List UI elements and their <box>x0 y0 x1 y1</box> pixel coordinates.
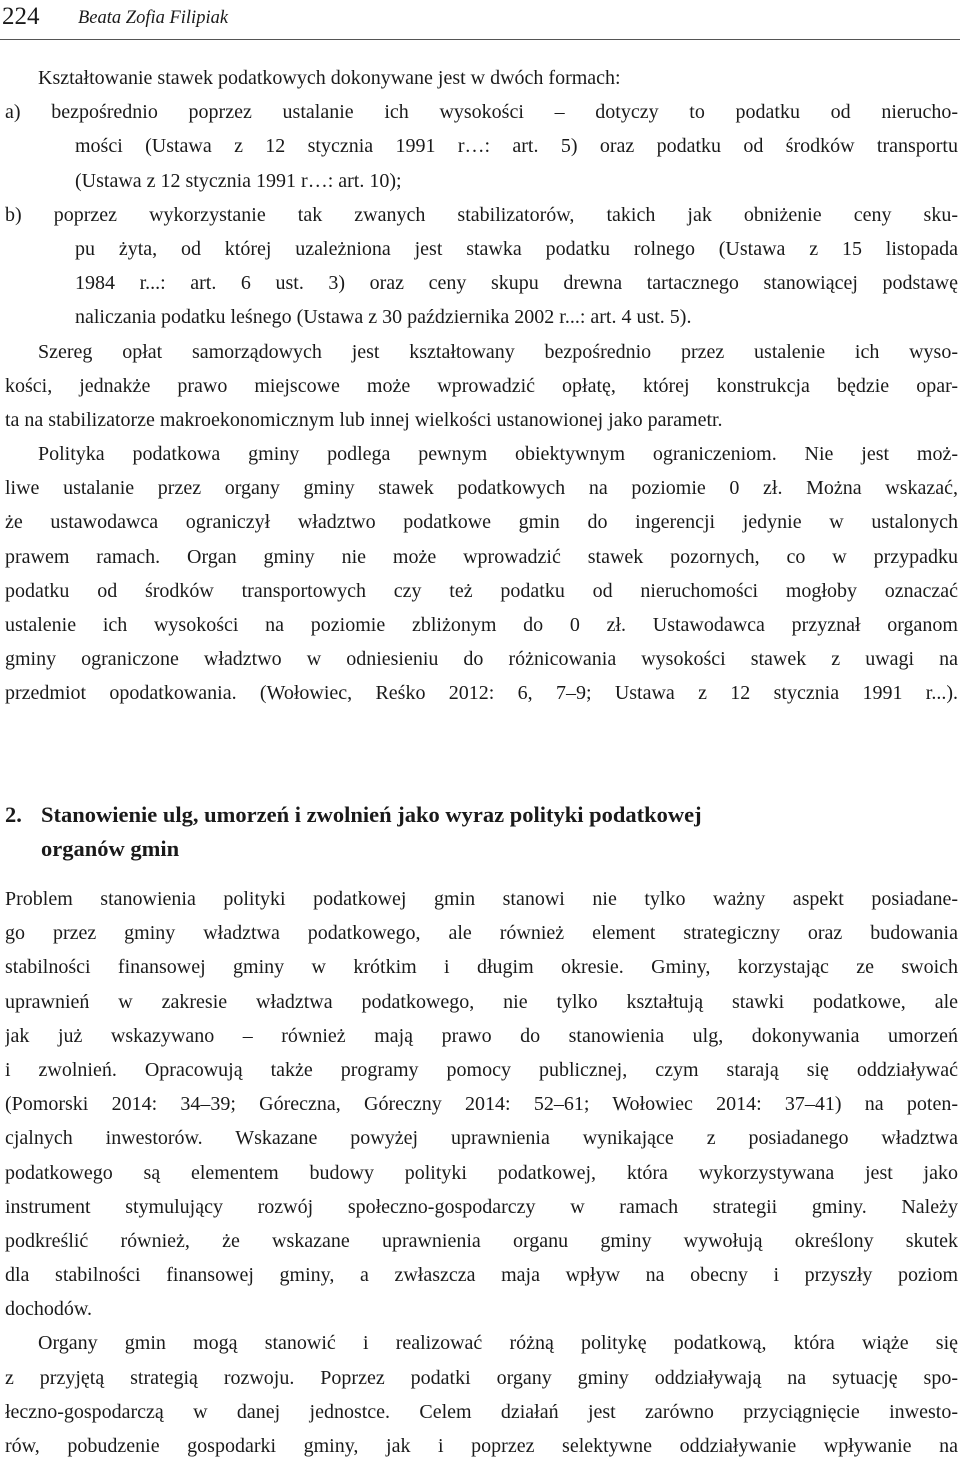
paragraph-line: jak już wskazywano – również mają prawo do stanowienia ulg, dokonywania umorzeń <box>5 1024 958 1047</box>
paragraph-line: i zwolnień. Opracowują także programy pomocy publicznej, czym starają się oddziaływać <box>5 1058 958 1081</box>
running-head-author: Beata Zofia Filipiak <box>78 8 229 28</box>
paragraph-line: dochodów. <box>5 1298 93 1321</box>
paragraph-line: gminy ograniczone władztwo w odniesieniu do różnicowania wysokości stawek z uwagi na <box>5 648 958 671</box>
section-heading <box>5 798 958 866</box>
list-item-b-line: naliczania podatku leśnego (Ustawa z 30 października 2002 r...: art. 4 ust. 5). <box>75 306 692 329</box>
paragraph-line: że ustawodawca ograniczył władztwo podatkowe gmin do ingerencji jedynie w ustalonych <box>5 511 958 534</box>
paragraph-line: kości, jednakże prawo miejscowe może wprowadzić opłatę, której konstrukcja będzie opar- <box>5 374 958 397</box>
header-rule <box>0 39 960 40</box>
paragraph-line: ta na stabilizatorze makroekonomicznym lub innej wielkości ustanowionej jako parametr. <box>5 408 723 431</box>
paragraph-line: uprawnień w zakresie władztwa podatkowego, nie tylko kształtują stawki podatkowe, ale <box>5 990 958 1013</box>
paragraph-line: stabilności finansowej gminy w krótkim i długim okresie. Gminy, korzystając ze swoich <box>5 956 958 979</box>
paragraph-line: liwe ustalanie przez organy gminy stawek podatkowych na poziomie 0 zł. Można wskazać, <box>5 477 958 500</box>
paragraph-line: cjalnych inwestorów. Wskazane powyżej uprawnienia wynikające z posiadanego władztwa <box>5 1127 958 1150</box>
paragraph-line: dla stabilności finansowej gminy, a zwłaszcza maja wpływ na obecny i przyszły poziom <box>5 1264 958 1287</box>
section-title-line-2: organów gmin <box>41 836 180 861</box>
list-item-a-line: (Ustawa z 12 stycznia 1991 r…: art. 10); <box>75 169 402 192</box>
paragraph-line: łeczno-gospodarczą w danej jednostce. Celem działań jest zarówno przyciągnięcie inwesto- <box>5 1400 958 1423</box>
list-item-a-line: a) bezpośrednio poprzez ustalanie ich wysokości – dotyczy to podatku od nierucho- <box>5 101 958 124</box>
section-number: 2. <box>5 802 22 827</box>
paragraph-line: go przez gminy władztwa podatkowego, ale również element strategiczny oraz budowania <box>5 922 958 945</box>
paragraph-line: instrument stymulujący rozwój społeczno-gospodarczy w ramach strategii gminy. Należy <box>5 1195 958 1218</box>
paragraph-line: (Pomorski 2014: 34–39; Góreczna, Góreczny 2014: 52–61; Wołowiec 2014: 37–41) na poten- <box>5 1093 958 1116</box>
paragraph-line: Problem stanowienia polityki podatkowej gmin stanowi nie tylko ważny aspekt posiadane- <box>5 888 958 910</box>
paragraph-line: rów, pobudzenie gospodarki gminy, jak i poprzez selektywne oddziaływanie wpływanie na <box>5 1435 958 1457</box>
paragraph-line: podkreślić również, że wskazane uprawnienia organu gminy wywołują określony skutek <box>5 1229 958 1252</box>
paragraph-line: Organy gmin mogą stanowić i realizować różną politykę podatkową, która wiąże się <box>38 1332 958 1355</box>
paragraph-line: Kształtowanie stawek podatkowych dokonywane jest w dwóch formach: <box>38 67 621 89</box>
list-item-b-line: b) poprzez wykorzystanie tak zwanych stabilizatorów, takich jak obniżenie ceny sku- <box>5 203 958 226</box>
list-item-a-line: mości (Ustawa z 12 stycznia 1991 r…: art. 5) oraz podatku od środków transportu <box>75 135 958 158</box>
running-header <box>0 0 960 44</box>
paragraph-line: przedmiot opodatkowania. (Wołowiec, Reśko 2012: 6, 7–9; Ustawa z 12 stycznia 1991 r...). <box>5 682 958 705</box>
paragraph-line: Szereg opłat samorządowych jest kształtowany bezpośrednio przez ustalenie ich wyso- <box>38 340 958 363</box>
section-2-body <box>5 882 958 1463</box>
paragraph-line: podatku od środków transportowych czy też podatku od nieruchomości mogłoby oznaczać <box>5 579 958 602</box>
section-title-line-1: Stanowienie ulg, umorzeń i zwolnień jako wyraz polityki podatkowej <box>41 802 702 827</box>
list-item-b-line: pu żyta, od której uzależniona jest stawka podatku rolnego (Ustawa z 15 listopada <box>75 237 958 260</box>
paragraph-line: podatkowego są elementem budowy polityki podatkowej, która wykorzystywana jest jako <box>5 1161 958 1184</box>
paragraph-line: Polityka podatkowa gminy podlega pewnym obiektywnym ograniczeniom. Nie jest moż- <box>38 443 958 466</box>
section-1-body <box>5 61 958 711</box>
page-number: 224 <box>2 3 40 30</box>
paragraph-line: prawem ramach. Organ gminy nie może wprowadzić stawek pozornych, co w przypadku <box>5 545 958 568</box>
list-item-b-line: 1984 r...: art. 6 ust. 3) oraz ceny skupu drewna tartacznego stanowiącej podstawę <box>75 272 958 295</box>
paragraph-line: z przyjętą strategią rozwoju. Poprzez podatki organy gminy oddziaływają na sytuację spo- <box>5 1366 958 1389</box>
paragraph-line: ustalenie ich wysokości na poziomie zbliżonym do 0 zł. Ustawodawca przyznał organom <box>5 614 958 636</box>
